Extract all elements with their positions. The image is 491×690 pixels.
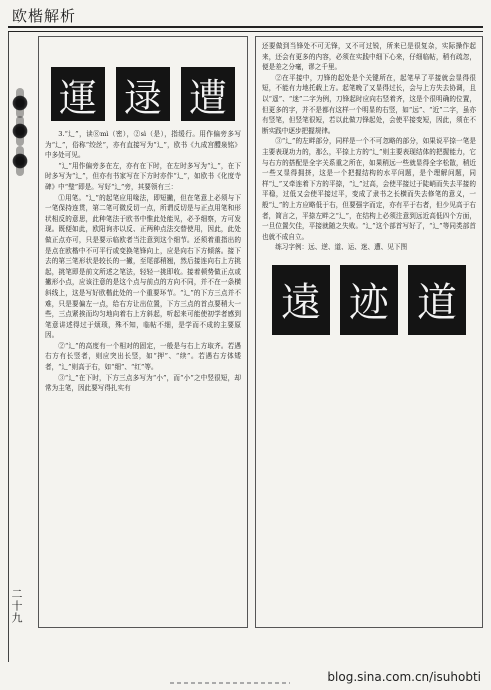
watermark-text: blog.sina.com.cn/isuhobti	[327, 670, 481, 684]
bottom-calligraphy-examples	[262, 265, 476, 335]
flower-ornament-icon	[11, 152, 29, 170]
page-number: 二十九	[10, 588, 23, 624]
body-paragraph: ③“辶”在下时，下方三点多写为“小”，而“小”之中竖很短，却常为主笔，因此要写得扎实有	[45, 373, 241, 393]
flower-ornament-icon	[11, 122, 29, 140]
decorative-spine	[8, 32, 32, 662]
body-paragraph: ②在平接中，刀锋的起处是个关键所在，起笔早了平接就会显得很短，不能有力地托载上方。起笔晚了又显得过长，会与上方失去协调，且以“遥”、“迷”二字为例，刀锋起时应向右竖着齐，这是个很明确的位置，但更多的字，并不是都有这样一个明显的右竖，如“远”、“近”二字，虽亦有竖笔，但竖笔很短，若以此做刀锋起处，会使平接变短，因此，须在不断实践中逐步把握规律。	[262, 73, 476, 135]
calligraphy-example: 道	[408, 265, 466, 335]
page-title: 欧楷解析	[12, 7, 77, 25]
header-rule	[8, 31, 483, 32]
calligraphy-example: 遭	[181, 67, 235, 121]
flower-ornament-icon	[11, 94, 29, 112]
calligraphy-example: 遠	[272, 265, 330, 335]
body-paragraph: “辶”用作偏旁多在左，亦有在下时，在左时多写为“辶”，在下时多写为“辶”，但亦有书家写在下方时亦作“辶”，如欧书《化度寺碑》中“璧”即是。写好“辶”旁，其要领有三：	[45, 161, 241, 191]
left-column	[38, 36, 248, 628]
body-paragraph: ③“辶”的左畔部分，同样是一个不可忽略的部分，如果说平捺一笔是主要表现功力的，那么，平捺上方的“辶”则主要表现结体的把握能力，它与右方的搭配是全字关系重之所在，如果稍远一些就显得全字松散，稍近一些又显得拥挤，这是一个把握结构的水平问题，是个理解问题，同样“辶”又牵连着下方的平捺，“辶”过高，会使平接过于陡峭而失去平接的平稳，过低又会使平接过平，变成了隶书之长横而失去修笔的意义，一般“辶”的上方应略低于右，但要强字而定，亦有平于右者，但少见高于右者，简言之，平捺左畔之“辶”，在结构上必须注意到远近高低四个方面，一旦位置欠佳，平接就随之失败。“辶”这个部首写好了，“辶”等同类部首也就不成自立。	[262, 137, 476, 241]
body-paragraph: ②“辶”的高度有一个相对的固定，一般是与右上方取齐。若遇右方有长竖者，则应突出长竖，如“押”、“续”。若遇右方体矮者，“辶”则高于右，如“细”、“红”等。	[45, 341, 241, 372]
practice-examples-caption: 练习字例：远、逆、道、运、迷、遭、见下图	[275, 243, 408, 252]
calligraphy-example: 迹	[340, 265, 398, 335]
body-paragraph: ①用笔。“辶”的起笔应用喙法，即短撇，但在笔意上必须与下一笔保持连贯，第二笔可微反切一点，所谓反切是与正点用笔和形状相反的意思，此种笔法于欧书中惟此处能见，必予细察，方可发现。既便如此，欧阳询亦以反、正两种点法交替使用，因此，此处做正点亦可，只是要示临欧者当注意到这个细节。还须着重指出的是点在欧楷中不可平行或变换笔锋向上，应是向右下方倾落。接下去的第三笔形状是较长的一撇，至尾部稍翘，然后接连向右上方挑起，挑笔即是前文所述之笔法，轻轻一挑即收。接着顿势做正点或撇形小点，应该注意的是这个点与前点的方向不同，并不在一条横斜线上，这是写好欧楷此处的一个重要环节。“辶”的下方三点并不难，只是要偏左一点，给右方让出位置，下方三点的首点要稍大一些，三点紧挨而均匀地向着右上方斜起，听起来可能使初学者感到笔意讲述得过于烦琐，殊不知，临帖不细，是学而不成的主要原因。	[45, 193, 241, 340]
body-paragraph: 3.“辶”，读⑧mì（密），②sì（是），指缓行。用作偏旁多写为“辶”，俗称“绞丝”，亦有直接写为“辶”，欧书《九成宫醴泉铭》中多处可见。	[45, 130, 241, 160]
page-header	[8, 2, 483, 28]
top-calligraphy-examples	[45, 67, 241, 121]
calligraphy-example: 運	[51, 67, 105, 121]
footer-ornament	[170, 682, 290, 684]
right-column	[255, 36, 483, 628]
body-paragraph: 还要做到当锋处不可无锋，又不可过锐，所来已是很复杂，实际操作起来，还会有更多的内容，必须在实践中细下心来，仔细临帖，稍有疏忽，便是差之分毫，谬之千里。	[262, 42, 476, 72]
calligraphy-example: 逯	[116, 67, 170, 121]
